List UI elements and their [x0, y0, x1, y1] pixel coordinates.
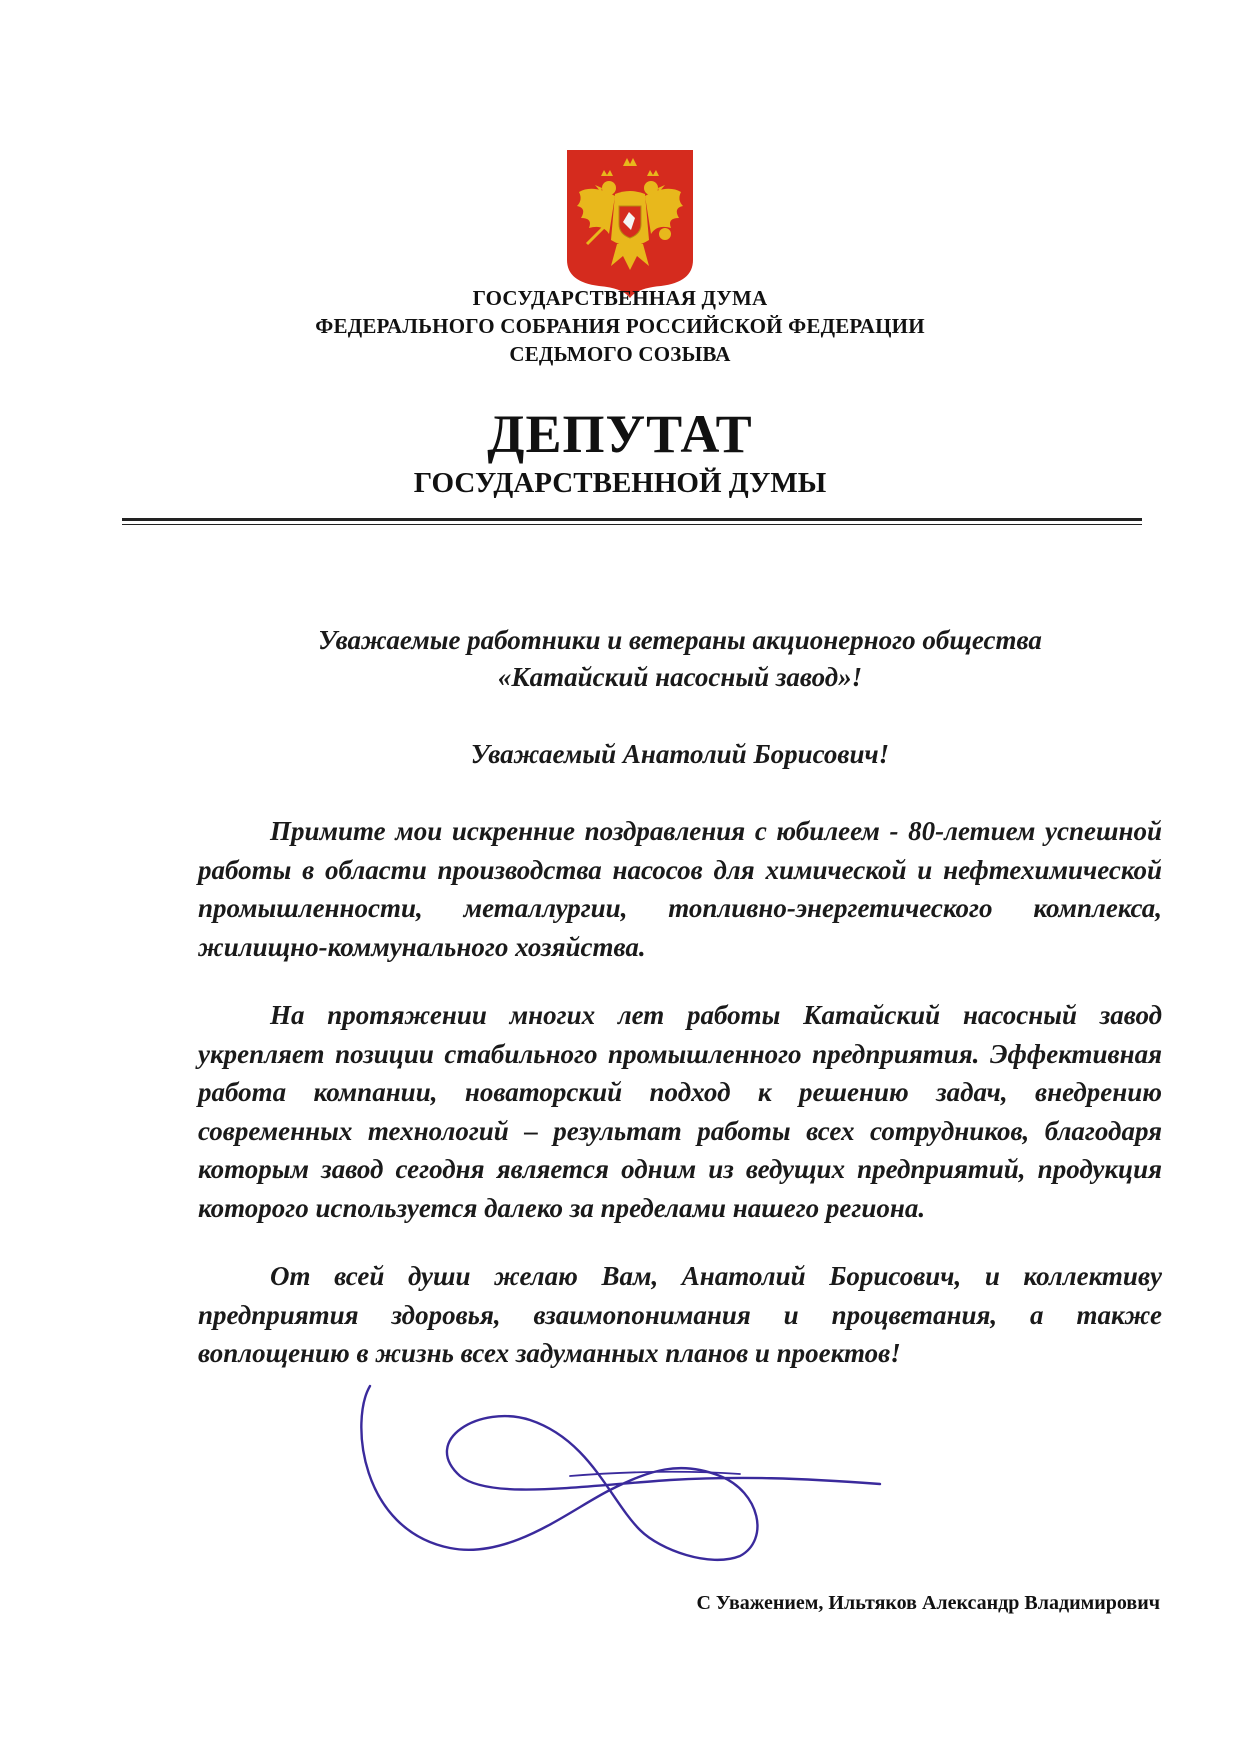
- header-organization: [0, 284, 1240, 368]
- handwritten-signature: [340, 1380, 960, 1580]
- paragraph-history: На протяжении многих лет работы Катайский насосный завод укрепляет позиции стабильного промышленного предприятия. Эффективная работа компании, новаторский подход к решению задач, внедрению современных технологий – результат работы всех сотрудников, благодаря которым завод сегодня является одним из ведущих предприятий, продукция которого используется далеко за пределами нашего региона.: [198, 1000, 1162, 1223]
- greeting-line-2: «Катайский насосный завод»!: [497, 662, 863, 692]
- greeting-personal: Уважаемый Анатолий Борисович!: [470, 739, 890, 769]
- org-line-3: СЕДЬМОГО СОЗЫВА: [509, 342, 731, 366]
- org-line-1: ГОСУДАРСТВЕННАЯ ДУМА: [472, 286, 768, 310]
- paragraph-wishes: От всей души желаю Вам, Анатолий Борисович, и коллективу предприятия здоровья, взаимопонимания и процветания, а также воплощению в жизнь всех задуманных планов и проектов!: [198, 1261, 1162, 1368]
- coat-of-arms-icon: [565, 148, 695, 298]
- closing-signature-line: С Уважением, Ильтяков Александр Владимирович: [696, 1592, 1160, 1614]
- org-line-2: ФЕДЕРАЛЬНОГО СОБРАНИЯ РОССИЙСКОЙ ФЕДЕРАЦИИ: [315, 314, 925, 338]
- header-rule-thin: [122, 524, 1142, 525]
- page-title: ДЕПУТАТ: [487, 404, 753, 464]
- greeting-line-1: Уважаемые работники и ветераны акционерного общества: [318, 625, 1042, 655]
- page-subtitle: ГОСУДАРСТВЕННОЙ ДУМЫ: [413, 467, 827, 499]
- letter-body: [198, 812, 1162, 1373]
- paragraph-congratulations: Примите мои искренние поздравления с юбилеем - 80-летием успешной работы в области производства насосов для химической и нефтехимической промышленности, металлургии, топливно-энергетического комплекса, жилищно-коммунального хозяйства.: [198, 816, 1162, 962]
- greeting-collective: [198, 622, 1162, 696]
- header-rule-thick: [122, 518, 1142, 521]
